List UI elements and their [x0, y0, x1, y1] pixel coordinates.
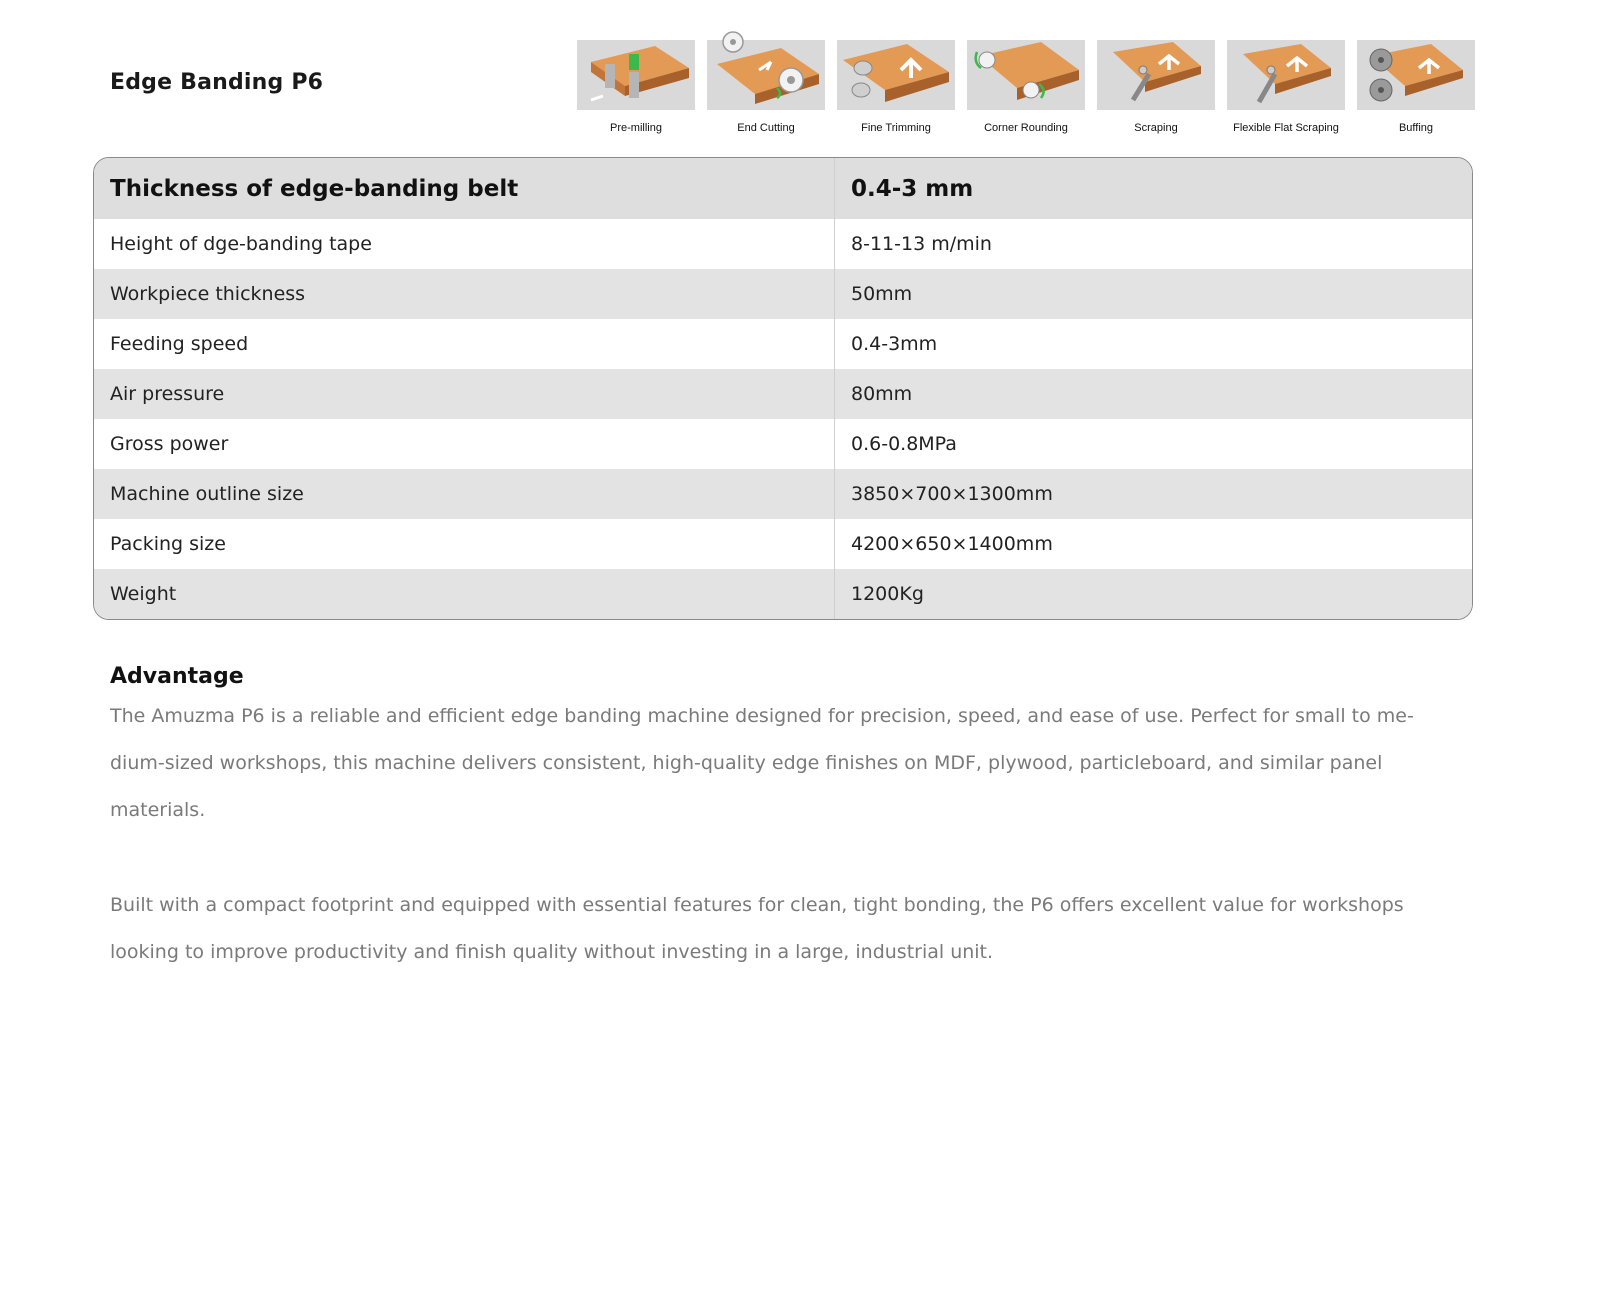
advantage-paragraph: Built with a compact footprint and equipped with essential features for clean, tight bonding, the P6 offers excellent value for workshops looking to improve productivity and finish quality without investing in a large, industrial unit.: [110, 894, 1404, 963]
spec-label: Weight: [94, 569, 835, 619]
advantage-body: [110, 693, 1450, 976]
advantage-title: Advantage: [110, 664, 244, 689]
spec-value: 4200×650×1400mm: [851, 533, 1053, 555]
spec-label: Packing size: [94, 519, 835, 569]
process-step-buffing: [1357, 40, 1475, 134]
spec-value: 80mm: [851, 383, 913, 405]
spec-header-label: Thickness of edge-banding belt: [94, 158, 835, 219]
spec-header-row: [94, 158, 1472, 219]
spec-label: Gross power: [94, 419, 835, 469]
process-label: Pre-milling: [610, 122, 662, 134]
spec-value: 8-11-13 m/min: [851, 233, 992, 255]
spec-label: Workpiece thickness: [94, 269, 835, 319]
corner-rounding-icon: [967, 40, 1085, 110]
buffing-icon: [1357, 40, 1475, 110]
spec-value: 50mm: [851, 283, 913, 305]
spec-label: Feeding speed: [94, 319, 835, 369]
process-step-end-cutting: [707, 40, 825, 134]
spec-value: 0.4-3mm: [851, 333, 938, 355]
process-label: Fine Trimming: [861, 122, 931, 134]
table-row: [94, 419, 1472, 469]
process-step-pre-milling: [577, 40, 695, 134]
spec-table: [93, 157, 1473, 620]
scraping-icon: [1097, 40, 1215, 110]
end-cutting-icon: [707, 40, 825, 110]
spec-label: Machine outline size: [94, 469, 835, 519]
spec-value: 1200Kg: [851, 583, 924, 605]
table-row: [94, 219, 1472, 269]
process-label: Corner Rounding: [984, 122, 1068, 134]
process-label: Buffing: [1398, 122, 1434, 134]
process-step-fine-trimming: [837, 40, 955, 134]
advantage-paragraph: The Amuzma P6 is a reliable and efficient edge banding machine designed for precision, speed, and ease of use. Perfect for small to me-dium-sized workshops, this machine delivers consistent, high-quality edge finishes on MDF, plywood, particleboard, and similar panel materials.: [110, 705, 1414, 821]
process-label: Flexible Flat Scraping: [1233, 122, 1339, 134]
spec-header-value: 0.4-3 mm: [851, 175, 974, 202]
table-row: [94, 269, 1472, 319]
spec-label: Height of dge-banding tape: [94, 219, 835, 269]
pre-milling-icon: [577, 40, 695, 110]
process-step-scraping: [1097, 40, 1215, 134]
spec-value: 0.6-0.8MPa: [851, 433, 957, 455]
process-label: Scraping: [1134, 122, 1178, 134]
process-label: End Cutting: [737, 122, 795, 134]
fine-trimming-icon: [837, 40, 955, 110]
table-row: [94, 569, 1472, 619]
flexible-flat-scraping-icon: [1227, 40, 1345, 110]
table-row: [94, 319, 1472, 369]
page-title: Edge Banding P6: [110, 70, 324, 95]
process-step-corner-rounding: [967, 40, 1085, 134]
process-step-flexible-flat-scraping: [1227, 40, 1345, 134]
spec-value: 3850×700×1300mm: [851, 483, 1053, 505]
table-row: [94, 369, 1472, 419]
table-row: [94, 469, 1472, 519]
process-strip: [577, 40, 1475, 134]
spec-label: Air pressure: [94, 369, 835, 419]
table-row: [94, 519, 1472, 569]
